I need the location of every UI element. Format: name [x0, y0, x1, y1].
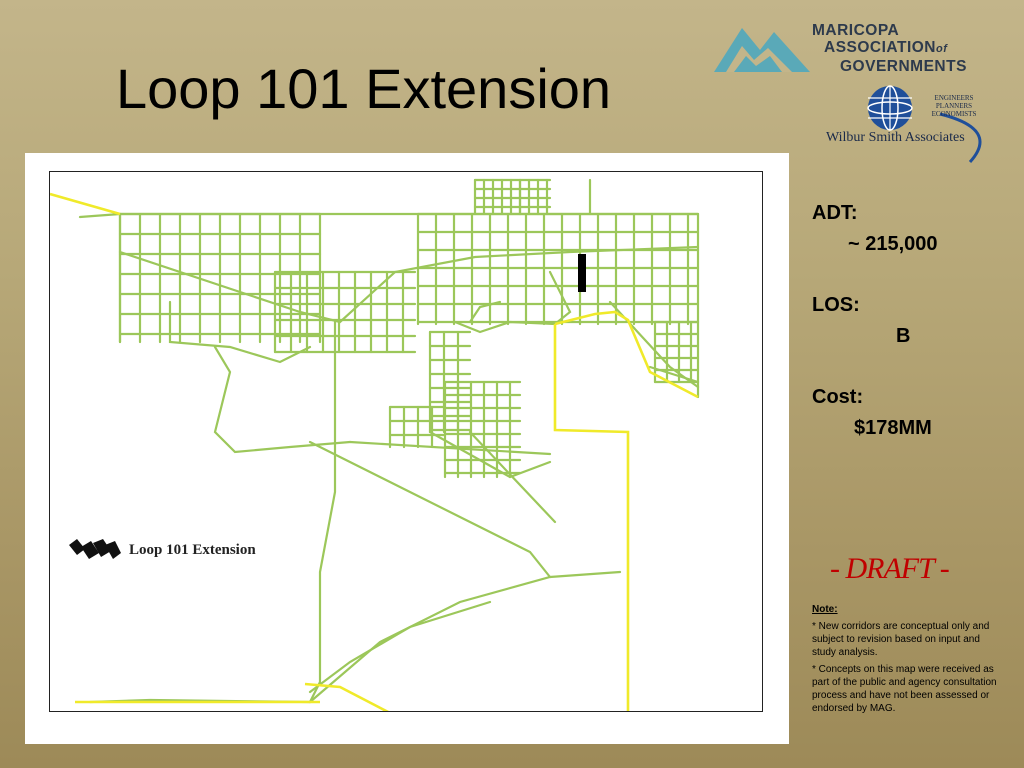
- loop-101-extension-corridor: [578, 254, 586, 292]
- corridor-legend-icon: [69, 539, 121, 561]
- corridor-stats: [812, 198, 1012, 443]
- mag-line3: GOVERNMENTS: [840, 58, 967, 75]
- boundary-line: [555, 312, 698, 397]
- wsa-tag-3: ECONOMISTS: [931, 110, 977, 118]
- mag-mountain-icon: [712, 20, 812, 76]
- cost-label: Cost:: [812, 386, 864, 408]
- mag-logo: [712, 20, 1012, 76]
- map-legend: [69, 539, 256, 561]
- legend-label: Loop 101 Extension: [129, 541, 256, 558]
- road-network-map[interactable]: [50, 172, 763, 712]
- slide-title: Loop 101 Extension: [116, 57, 612, 120]
- boundary-line: [555, 324, 628, 712]
- arterial-road: [310, 322, 335, 702]
- adt-label: ADT:: [812, 202, 858, 224]
- wsa-name: Wilbur Smith Associates: [826, 130, 965, 145]
- arterial-road: [80, 214, 120, 217]
- draft-label: - DRAFT -: [830, 552, 949, 585]
- note-item-2: * Concepts on this map were received as part of the public and agency consultation process and have not been assessed or endorsed by MAG.: [812, 664, 997, 714]
- map-frame: [49, 171, 763, 712]
- wsa-logo: [820, 84, 996, 164]
- map-panel: [25, 153, 789, 744]
- notes-heading: Note:: [812, 604, 838, 615]
- mag-line1: MARICOPA: [812, 22, 900, 39]
- los-label: LOS:: [812, 294, 860, 316]
- arterial-road: [310, 442, 550, 577]
- cost-value: $178MM: [854, 416, 932, 439]
- adt-value: ~ 215,000: [848, 232, 938, 255]
- mag-line2-suffix: of: [936, 43, 948, 55]
- arterial-road: [120, 247, 698, 322]
- wsa-tag-1: ENGINEERS: [934, 94, 974, 102]
- arterial-road: [310, 572, 620, 702]
- notes: [812, 603, 1002, 719]
- arterial-road: [215, 347, 350, 452]
- los-value: B: [896, 324, 911, 347]
- mag-line2: ASSOCIATION: [824, 39, 936, 56]
- boundary-line: [50, 194, 120, 214]
- note-item-1: * New corridors are conceptual only and subject to revision based on input and study analysis.: [812, 621, 990, 658]
- wsa-tag-2: PLANNERS: [935, 102, 973, 110]
